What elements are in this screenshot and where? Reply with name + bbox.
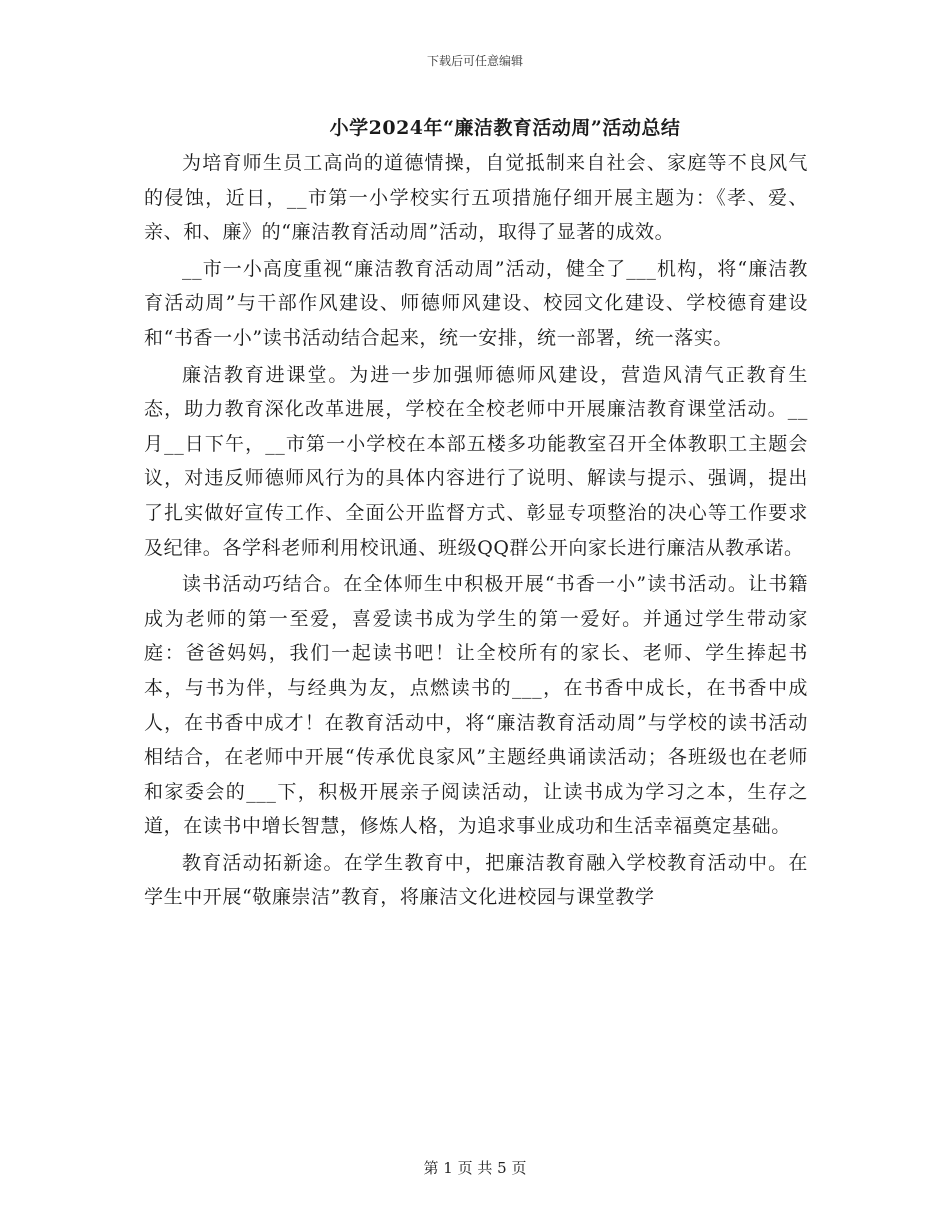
paragraph-intro: 为培育师生员工高尚的道德情操，自觉抵制来自社会、家庭等不良风气的侵蚀，近日，__市第一小学校实行五项措施仔细开展主题为：《孝、爱、亲、和、廉》的“廉洁教育活动周”活动，取得了显著的成效。 (144, 152, 808, 244)
paragraph-organization: __市一小高度重视“廉洁教育活动周”活动，健全了___机构，将“廉洁教育活动周”与干部作风建设、师德师风建设、校园文化建设、学校德育建设和“书香一小”读书活动结合起来，统一安排，统一部署，统一落实。 (144, 257, 808, 349)
page-number: 第 1 页 共 5 页 (423, 1159, 527, 1177)
paragraph-classroom: 廉洁教育进课堂。为进一步加强师德师风建设，营造风清气正教育生态，助力教育深化改革进展，学校在全校老师中开展廉洁教育课堂活动。__月__日下午，__市第一小学校在本部五楼多功能教室召开全体教职工主题会议，对违反师德师风行为的具体内容进行了说明、解读与提示、强调，提出了扎实做好宣传工作、全面公开监督方式、彰显专项整治的决心等工作要求及纪律。各学科老师利用校讯通、班级QQ群公开向家长进行廉洁从教承诺。 (144, 363, 808, 559)
paragraph-activities: 教育活动拓新途。在学生教育中，把廉洁教育融入学校教育活动中。在学生中开展“敬廉崇洁”教育，将廉洁文化进校园与课堂教学 (144, 851, 808, 909)
document-title: 小学2024年“廉洁教育活动周”活动总结 (329, 117, 681, 139)
page-header-note: 下载后可任意编辑 (426, 54, 523, 68)
document-body (144, 146, 808, 917)
paragraph-reading: 读书活动巧结合。在全体师生中积极开展“书香一小”读书活动。让书籍成为老师的第一至爱，喜爱读书成为学生的第一爱好。并通过学生带动家庭：爸爸妈妈，我们一起读书吧！让全校所有的家长、老师、学生捧起书本，与书为伴，与经典为友，点燃读书的___，在书香中成长，在书香中成人，在书香中成才！在教育活动中，将“廉洁教育活动周”与学校的读书活动相结合，在老师中开展“传承优良家风”主题经典诵读活动；各班级也在老师和家委会的___下，积极开展亲子阅读活动，让读书成为学习之本，生存之道，在读书中增长智慧，修炼人格，为追求事业成功和生活幸福奠定基础。 (144, 573, 808, 838)
